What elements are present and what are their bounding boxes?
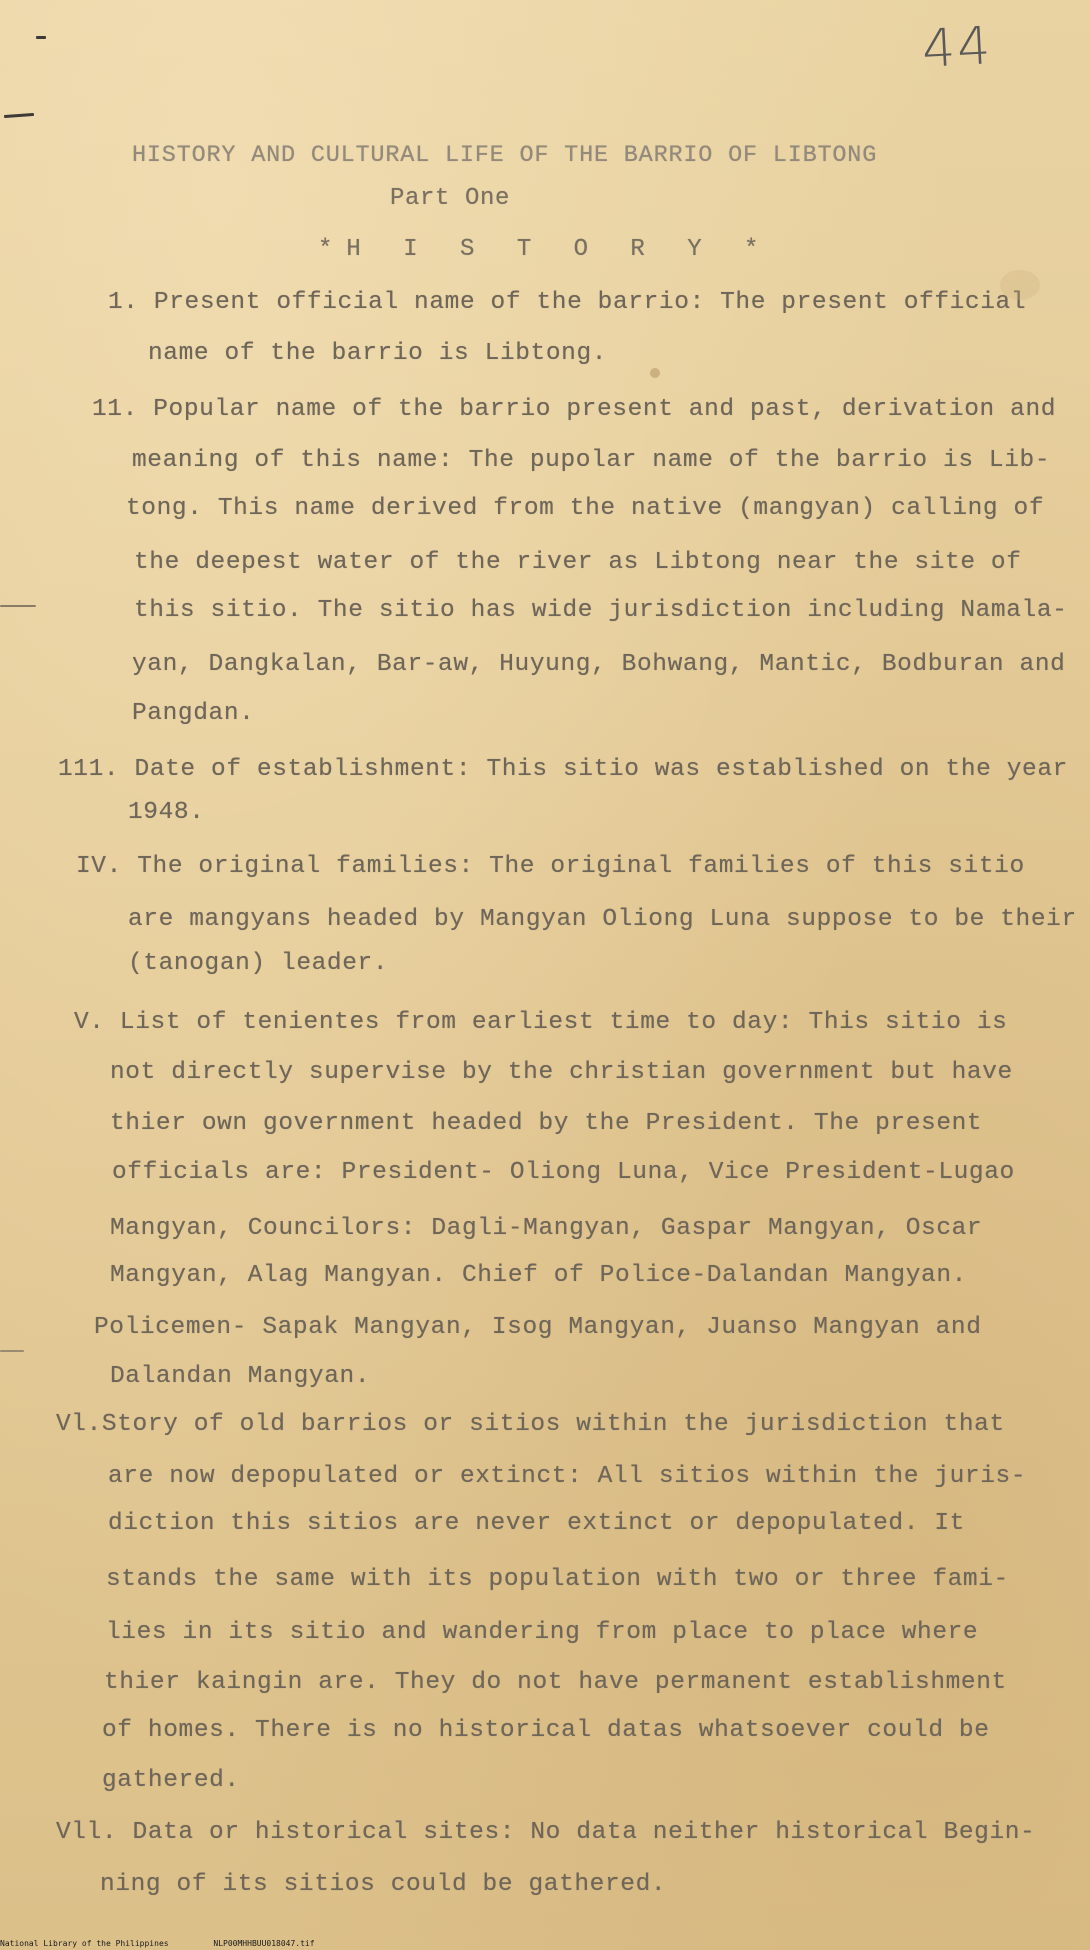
body-line: this sitio. The sitio has wide jurisdiction including Namala- <box>134 597 1068 624</box>
document-title: HISTORY AND CULTURAL LIFE OF THE BARRIO OF LIBTONG <box>132 142 878 169</box>
body-line: 1. Present official name of the barrio: The present official <box>108 289 1027 316</box>
section-heading: *H I S T O R Y * <box>318 236 773 263</box>
body-line: meaning of this name: The pupolar name of the barrio is Lib- <box>132 447 1051 474</box>
body-line: yan, Dangkalan, Bar-aw, Huyung, Bohwang, Mantic, Bodburan and <box>132 651 1066 678</box>
body-line: the deepest water of the river as Libtong near the site of <box>134 549 1022 576</box>
body-line: tong. This name derived from the native (mangyan) calling of <box>126 495 1045 522</box>
body-line: 111. Date of establishment: This sitio was established on the year <box>58 756 1068 783</box>
body-line: ning of its sitios could be gathered. <box>100 1871 667 1898</box>
scan-mark <box>4 113 34 118</box>
scan-mark <box>0 1350 24 1352</box>
body-line: are now depopulated or extinct: All sitios within the juris- <box>108 1463 1027 1490</box>
part-heading: Part One <box>390 185 511 212</box>
body-line: lies in its sitio and wandering from place to place where <box>106 1619 979 1646</box>
body-line: Pangdan. <box>132 700 255 727</box>
body-line: officials are: President- Oliong Luna, Vice President-Lugao <box>112 1159 1015 1186</box>
body-line: Vll. Data or historical sites: No data neither historical Begin- <box>56 1819 1036 1846</box>
body-line: stands the same with its population with two or three fami- <box>106 1566 1009 1593</box>
body-line: name of the barrio is Libtong. <box>148 340 608 367</box>
body-line: Dalandan Mangyan. <box>110 1363 371 1390</box>
scan-footer <box>0 1939 355 1948</box>
paper-stain <box>650 368 660 378</box>
body-line: are mangyans headed by Mangyan Oliong Luna suppose to be their <box>128 906 1077 933</box>
scan-mark <box>0 605 36 607</box>
body-line: V. List of tenientes from earliest time to day: This sitio is <box>74 1009 1008 1036</box>
body-line: 11. Popular name of the barrio present and past, derivation and <box>92 396 1057 423</box>
body-line: diction this sitios are never extinct or depopulated. It <box>108 1510 965 1537</box>
body-line: Mangyan, Alag Mangyan. Chief of Police-Dalandan Mangyan. <box>110 1262 967 1289</box>
body-line: thier own government headed by the President. The present <box>110 1110 983 1137</box>
body-line: gathered. <box>102 1767 240 1794</box>
footer-library: National Library of the Philippines <box>0 1939 169 1948</box>
paper-stain <box>1000 270 1040 300</box>
footer-filename: NLP00MHHBUU018047.tif <box>213 1939 315 1948</box>
scan-mark <box>36 36 46 39</box>
body-line: not directly supervise by the christian government but have <box>110 1059 1013 1086</box>
body-line: IV. The original families: The original families of this sitio <box>76 853 1025 880</box>
page-number: 44 <box>920 16 994 80</box>
body-line: thier kaingin are. They do not have permanent establishment <box>104 1669 1007 1696</box>
body-line: Policemen- Sapak Mangyan, Isog Mangyan, Juanso Mangyan and <box>94 1314 982 1341</box>
body-line: (tanogan) leader. <box>128 950 389 977</box>
body-line: Mangyan, Councilors: Dagli-Mangyan, Gaspar Mangyan, Oscar <box>110 1215 983 1242</box>
body-line: of homes. There is no historical datas whatsoever could be <box>102 1717 990 1744</box>
body-line: Vl.Story of old barrios or sitios within the jurisdiction that <box>56 1411 1005 1438</box>
body-line: 1948. <box>128 799 205 826</box>
